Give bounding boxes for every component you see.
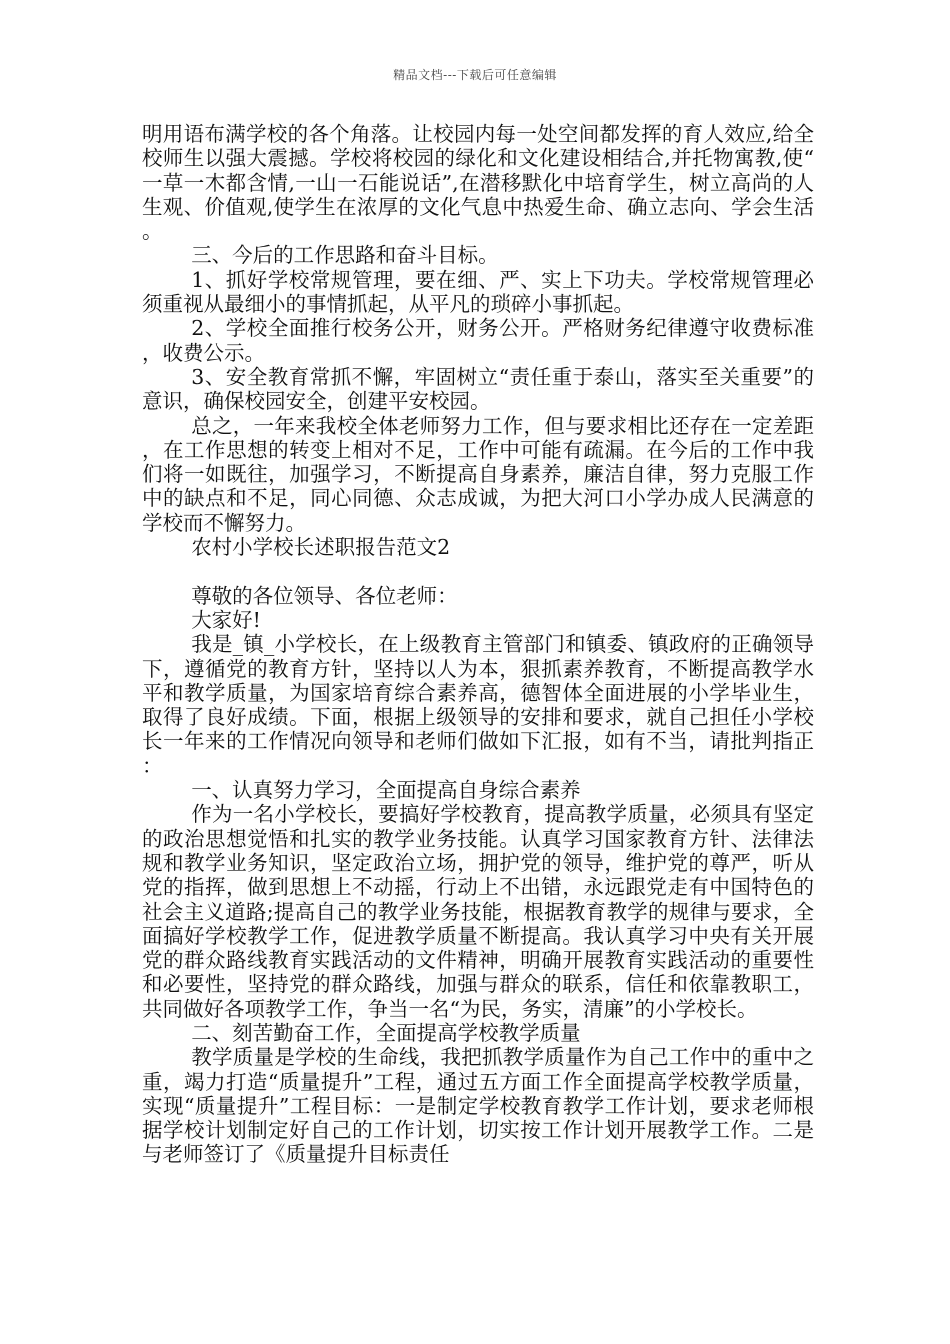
document-body bbox=[142, 122, 814, 1167]
page-header: 精品文档---下载后可任意编辑 bbox=[393, 68, 557, 82]
paragraph-item-3: 3、安全教育常抓不懈，牢固树立“责任重于泰山，落实至关重要”的意识，确保校园安全，创建平安校园。 bbox=[142, 364, 814, 414]
section-heading-study: 一、认真努力学习，全面提高自身综合素养 bbox=[191, 778, 581, 803]
greeting: 大家好! bbox=[191, 607, 261, 632]
paragraph-quality: 教学质量是学校的生命线，我把抓教学质量作为自己工作中的重中之重，竭力打造“质量提升”工程，通过五方面工作全面提高学校教学质量，实现“质量提升”工程目标：一是制定学校教育教学工作计划，要求老师根据学校计划制定好自己的工作计划，切实按工作计划开展教学工作。二是与老师签订了《质量提升目标责任 bbox=[142, 1045, 814, 1167]
paragraph-item-1: 1、抓好学校常规管理，要在细、严、实上下功夫。学校常规管理必须重视从最细小的事情抓起，从平凡的琐碎小事抓起。 bbox=[142, 267, 814, 317]
salutation: 尊敬的各位领导、各位老师： bbox=[191, 583, 458, 608]
blank-line bbox=[142, 559, 814, 583]
paragraph-study: 作为一名小学校长，要搞好学校教育，提高教学质量，必须具有坚定的政治思想觉悟和扎实的教学业务技能。认真学习国家教育方针、法律法规和教学业务知识，坚定政治立场，拥护党的领导，维护党的尊严，听从党的指挥，做到思想上不动摇，行动上不出错，永远跟党走有中国特色的社会主义道路;提高自己的教学业务技能，根据教育教学的规律与要求，全面搞好学校教学工作，促进教学质量不断提高。我认真学习中央有关开展党的群众路线教育实践活动的文件精神，明确开展教育实践活动的重要性和必要性，坚持党的群众路线，加强与群众的联系，信任和依靠教职工，共同做好各项教学工作，争当一名“为民，务实，清廉”的小学校长。 bbox=[142, 802, 814, 1021]
paragraph-intro: 我是_镇_小学校长，在上级教育主管部门和镇委、镇政府的正确领导下，遵循党的教育方针，坚持以人为本，狠抓素养教育，不断提高教学水平和教学质量，为国家培育综合素养高，德智体全面进展的小学毕业生，取得了良好成绩。下面，根据上级领导的安排和要求，就自己担任小学校长一年来的工作情况向领导和老师们做如下汇报，如有不当，请批判指正： bbox=[142, 632, 814, 778]
section-heading-work: 二、刻苦勤奋工作，全面提高学校教学质量 bbox=[191, 1020, 581, 1045]
report-title-2: 农村小学校长述职报告范文2 bbox=[191, 535, 451, 560]
paragraph-continuation: 明用语布满学校的各个角落。让校园内每一处空间都发挥的育人效应,给全校师生以强大震撼。学校将校园的绿化和文化建设相结合,并托物寓教,使“一草一木都含情,一山一石能说话”,在潜移默化中培育学生，树立高尚的人生观、价值观,使学生在浓厚的文化气息中热爱生命、确立志向、学会生活。 bbox=[142, 122, 814, 244]
paragraph-item-2: 2、学校全面推行校务公开，财务公开。严格财务纪律遵守收费标准，收费公示。 bbox=[142, 316, 814, 365]
paragraph-summary: 总之，一年来我校全体老师努力工作，但与要求相比还存在一定差距，在工作思想的转变上相对不足，工作中可能有疏漏。在今后的工作中我们将一如既往，加强学习，不断提高自身素养，廉洁自律，努力克服工作中的缺点和不足，同心同德、众志成诚，为把大河口小学办成人民满意的学校而不懈努力。 bbox=[142, 413, 814, 535]
section-heading-future-goals: 三、今后的工作思路和奋斗目标。 bbox=[191, 243, 499, 268]
